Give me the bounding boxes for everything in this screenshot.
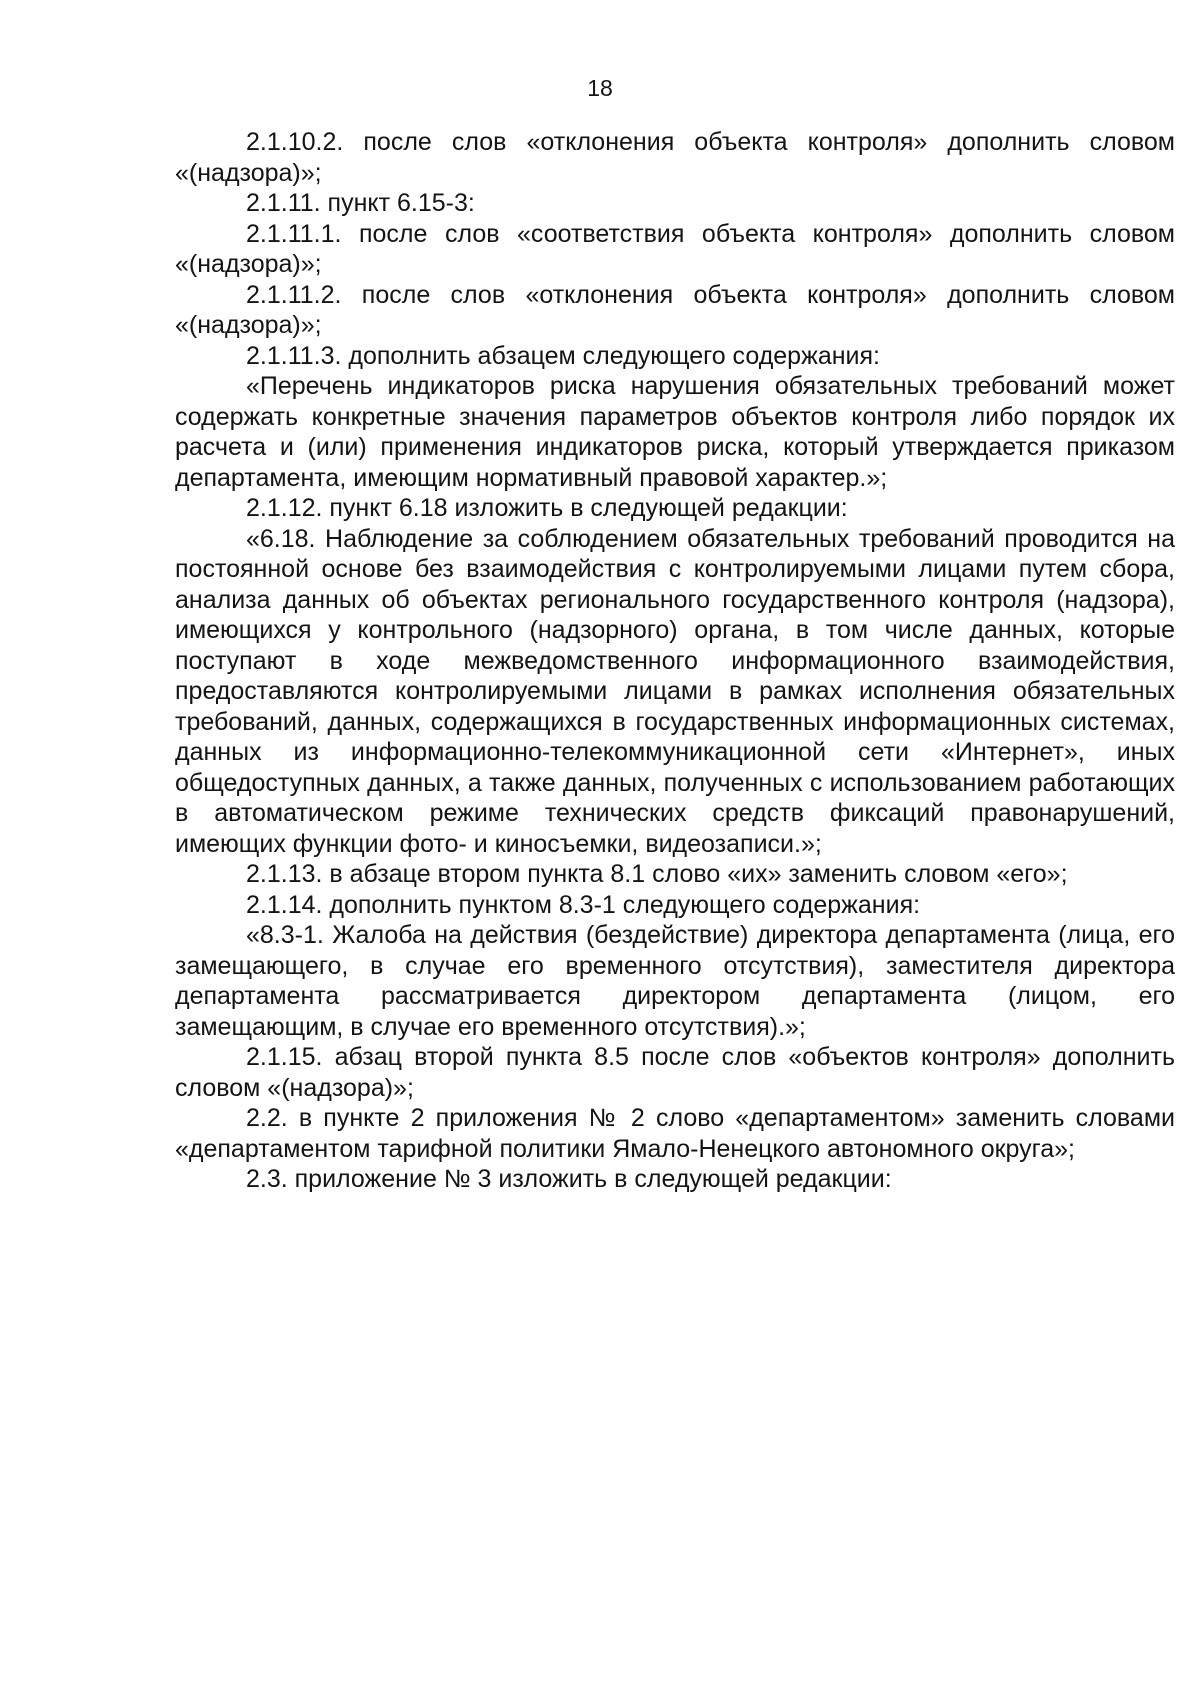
- paragraph-2-1-11-1: 2.1.11.1. после слов «соответствия объекта контроля» дополнить словом «(надзора)»;: [175, 219, 1175, 278]
- paragraph-2-1-13: 2.1.13. в абзаце втором пункта 8.1 слово «их» заменить словом «его»;: [246, 860, 1068, 888]
- paragraph-2-1-10-2: 2.1.10.2. после слов «отклонения объекта контроля» дополнить словом «(надзора)»;: [175, 128, 1175, 187]
- paragraph-8-3-1-quote: «8.3-1. Жалоба на действия (бездействие) директора департамента (лица, его замещающего, в случае его временного отсутствия), заместителя директора департамента рассматривается директором департамента (лицом, его замещающим, в случае его временного отсутствия).»;: [175, 921, 1175, 1041]
- paragraph-6-18-quote: «6.18. Наблюдение за соблюдением обязательных требований проводится на постоянной основе без взаимодействия с контролируемыми лицами путем сбора, анализа данных об объектах регионального государственного контроля (надзора), имеющихся у контрольного (надзорного) органа, в том числе данных, которые поступают в ходе межведомственного информационного взаимодействия, предоставляются контролируемыми лицами в рамках исполнения обязательных требований, данных, содержащихся в государственных информационных системах, данных из информационно-телекоммуникационной сети «Интернет», иных общедоступных данных, а также данных, полученных с использованием работающих в автоматическом режиме технических средств фиксаций правонарушений, имеющих функции фото- и киносъемки, видеозаписи.»;: [175, 524, 1175, 858]
- paragraph-2-1-11: 2.1.11. пункт 6.15-3:: [246, 189, 475, 217]
- document-body: [175, 127, 1175, 1195]
- paragraph-2-1-14: 2.1.14. дополнить пунктом 8.3-1 следующего содержания:: [246, 890, 921, 919]
- paragraph-risk-indicators-quote: «Перечень индикаторов риска нарушения обязательных требований может содержать конкретные значения параметров объектов контроля либо порядок их расчета и (или) применения индикаторов риска, который утверждается приказом департамента, имеющим нормативный правовой характер.»;: [175, 372, 1175, 492]
- page-number: 18: [587, 75, 613, 101]
- paragraph-2-2: 2.2. в пункте 2 приложения № 2 слово «департаментом» заменить словами «департаментом тарифной политики Ямало-Ненецкого автономного округа»;: [175, 1104, 1175, 1163]
- paragraph-2-1-15: 2.1.15. абзац второй пункта 8.5 после слов «объектов контроля» дополнить словом «(надзора)»;: [175, 1043, 1175, 1102]
- paragraph-2-1-11-3: 2.1.11.3. дополнить абзацем следующего содержания:: [246, 341, 880, 370]
- paragraph-2-3: 2.3. приложение № 3 изложить в следующей редакции:: [246, 1165, 892, 1193]
- paragraph-2-1-12: 2.1.12. пункт 6.18 изложить в следующей редакции:: [246, 494, 848, 522]
- paragraph-2-1-11-2: 2.1.11.2. после слов «отклонения объекта контроля» дополнить словом «(надзора)»;: [175, 280, 1175, 339]
